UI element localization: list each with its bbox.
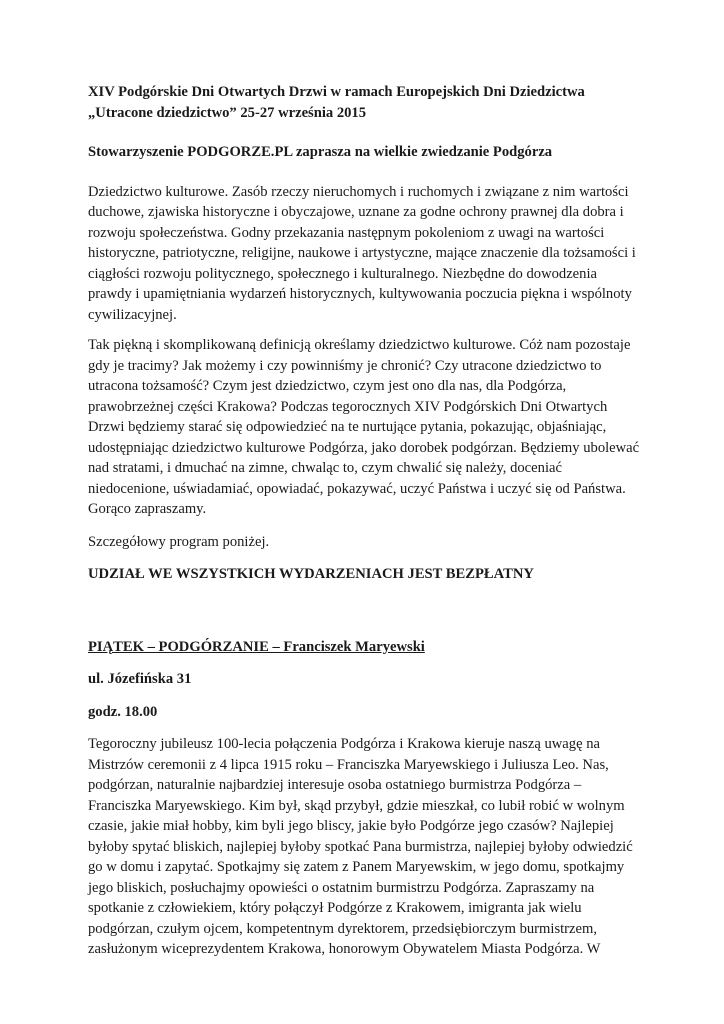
- paragraph-2-line: nad stratami, i dmuchać na zimne, chwaląc to, czym chwalić się należy, doceniać: [88, 460, 562, 476]
- paragraph-1: [88, 182, 648, 326]
- event-description-line: jego bliskich, posłuchajmy opowieści o ostatnim burmistrzu Podgórza. Zapraszamy na: [88, 879, 595, 896]
- document-subtitle: Stowarzyszenie PODGORZE.PL zaprasza na wielkie zwiedzanie Podgórza: [88, 144, 553, 160]
- document-page: [88, 82, 648, 960]
- event-description-line: zasłużonym wiceprezydentem Krakowa, honorowym Obywatelem Miasta Podgórza. W: [88, 941, 601, 957]
- paragraph-2-line: gdy je tracimy? Jak możemy i czy powinniśmy je chronić? Czy utracone dziedzictwo to: [88, 357, 602, 374]
- paragraph-1-line: Dziedzictwo kulturowe. Zasób rzeczy nieruchomych i ruchomych i związane z nim wartości: [88, 183, 629, 200]
- event-description-line: czasie, jakie miał hobby, kim byli jego bliscy, jakie było Podgórze jego czasów? Najlepiej: [88, 818, 614, 834]
- paragraph-1-line: rozwoju społeczeństwa. Godny przekazania następnym pokoleniom z uwagi na wartości: [88, 224, 605, 241]
- event-description-line: Tegoroczny jubileusz 100-lecia połączenia Podgórza i Krakowa kieruje naszą uwagę na: [88, 736, 600, 752]
- paragraph-2-line: niedocenione, uświadamiać, opowiadać, pokazywać, uczyć Państwa i uczyć się od Państwa.: [88, 480, 626, 497]
- program-note: Szczegółowy program poniżej.: [88, 533, 270, 550]
- event-description-line: podgórzan, naturalnie najbardziej interesuje osoba ostatniego burmistrza Podgórza –: [88, 777, 582, 793]
- event-description-line: Mistrzów ceremonii z 4 lipca 1915 roku – Franciszka Maryewskiego i Juliusza Leo. Nas,: [88, 756, 609, 773]
- paragraph-2-line: Gorąco zapraszamy.: [88, 501, 207, 517]
- paragraph-2-line: Drzwi będziemy starać się odpowiedzieć na te nurtujące pytania, pokazując, objaśniając,: [88, 419, 607, 435]
- document-header: [88, 82, 648, 123]
- event-description: [88, 734, 648, 960]
- event-time: godz. 18.00: [88, 703, 158, 720]
- paragraph-2-line: utracona tożsamość? Czym jest dziedzictwo, czym jest ono dla nas, dla Podgórza,: [88, 378, 567, 394]
- paragraph-1-line: prawdy i upamiętniania wydarzeń historycznych, kultywowania poczucia piękna i wspólnoty: [88, 286, 632, 302]
- event-address: ul. Józefińska 31: [88, 671, 192, 687]
- header-line-2: „Utracone dziedzictwo” 25-27 września 2015: [88, 104, 367, 121]
- event-description-line: spotkanie z człowiekiem, który połączył Podgórze z Krakowem, imigranta jak wielu: [88, 900, 582, 916]
- paragraph-2-line: prawobrzeżnej części Krakowa? Podczas tegorocznych XIV Podgórskich Dni Otwartych: [88, 398, 608, 415]
- paragraph-1-line: historyczne, patriotyczne, religijne, naukowe i artystyczne, mające znaczenie dla tożsamości i: [88, 245, 636, 261]
- paragraph-2: [88, 335, 648, 520]
- header-line-1: XIV Podgórskie Dni Otwartych Drzwi w ramach Europejskich Dni Dziedzictwa: [88, 84, 585, 100]
- event-description-line: go w domu i zapytać. Spotkajmy się zatem z Panem Maryewskim, w jego domu, spotkajmy: [88, 859, 625, 875]
- paragraph-1-line: cywilizacyjnej.: [88, 306, 177, 323]
- event-description-line: Franciszka Maryewskiego. Kim był, skąd przybył, gdzie mieszkał, co lubił robić w wolnym: [88, 797, 625, 814]
- event-title: PIĄTEK – PODGÓRZANIE – Franciszek Maryewski: [88, 638, 425, 655]
- paragraph-2-line: udostępniając dziedzictwo kulturowe Podgórza, jako dorobek podgórzan. Będziemy ubolewać: [88, 439, 640, 456]
- paragraph-2-line: Tak piękną i skomplikowaną definicją określamy dziedzictwo kulturowe. Cóż nam pozostaje: [88, 337, 631, 353]
- event-description-line: byłoby spytać bliskich, najlepiej byłoby spotkać Pana burmistrza, najlepiej byłoby odwiedzić: [88, 838, 633, 855]
- paragraph-1-line: ciągłości rozwoju politycznego, społecznego i kulturalnego. Niezbędne do dowodzenia: [88, 265, 597, 282]
- paragraph-1-line: duchowe, zjawiska historyczne i obyczajowe, uznane za godne ochrony prawnej dla dobra i: [88, 204, 624, 220]
- event-description-line: podgórzan, czułym ojcem, kompetentnym dyrektorem, przedsiębiorczym burmistrzem,: [88, 920, 597, 937]
- free-notice: UDZIAŁ WE WSZYSTKICH WYDARZENIACH JEST BEZPŁATNY: [88, 566, 534, 582]
